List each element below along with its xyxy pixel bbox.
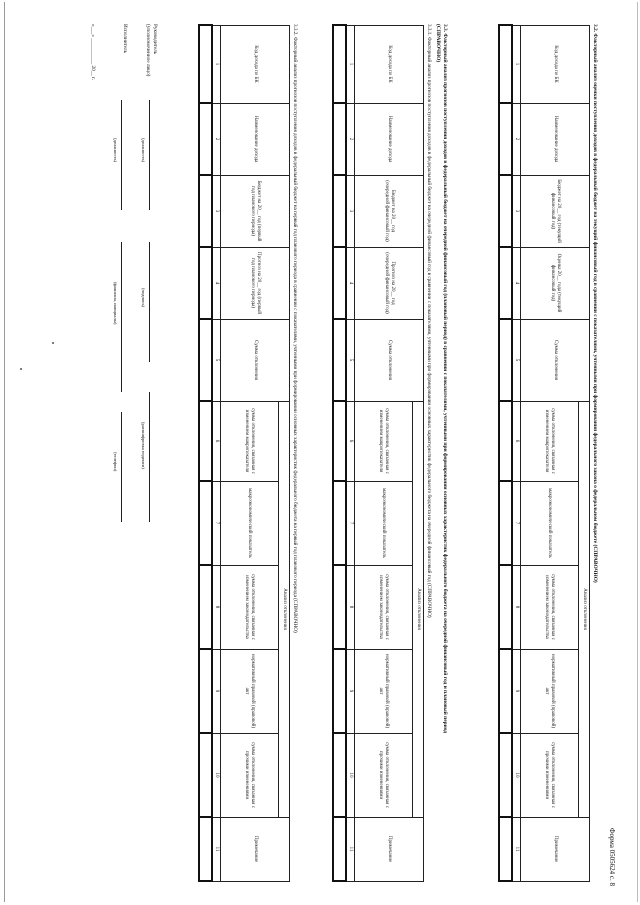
sub-header: сумма отклонения, связанная с изменением макропоказателя xyxy=(221,401,279,481)
col-number: 3 xyxy=(512,175,521,247)
col-number: 6 xyxy=(346,401,355,481)
col-header: Наименование дохода xyxy=(355,103,424,175)
sub-header: нормативный правовой (правовой) акт xyxy=(355,649,413,733)
sub-header: сумма отклонения, связанная с прочими изменениями xyxy=(521,733,579,817)
section-3-3-1-title: 3.3.1. Факторный анализ прогнозов поступления доходов в федеральный бюджет на очередной финансовый год в сравнении с показателями, учтенными при формировании основных характеристик федерального бюджета на очередной финансовый год (СПРАВОЧНО) xyxy=(426,24,432,618)
sub-header: сумма отклонения, связанная с изменением законодательства xyxy=(521,565,579,649)
col-number: 10 xyxy=(346,733,355,817)
sub-header: нормативный правовой (правовой) акт xyxy=(521,649,579,733)
col-number: 1 xyxy=(512,25,521,103)
col-number: 7 xyxy=(512,481,521,565)
col-number: 8 xyxy=(512,565,521,649)
col-number: 5 xyxy=(212,319,221,401)
col-number: 5 xyxy=(512,319,521,401)
col-number: 7 xyxy=(346,481,355,565)
col-header: Прогноз на 20__ год (первый год планового периода) xyxy=(221,247,290,319)
col-number: 9 xyxy=(512,649,521,733)
sub-header: сумма отклонения, связанная с изменением макропоказателя xyxy=(355,401,413,481)
sub-header: сумма отклонения, связанная с изменением законодательства xyxy=(355,565,413,649)
signature-line xyxy=(149,242,150,362)
col-header: Наименование дохода xyxy=(221,103,290,175)
group-header: Анализ отклонения xyxy=(413,401,424,817)
col-number: 1 xyxy=(346,25,355,103)
col-number: 10 xyxy=(512,733,521,817)
col-number: 3 xyxy=(346,175,355,247)
col-number: 6 xyxy=(212,401,221,481)
col-number: 6 xyxy=(512,401,521,481)
executor-position-line xyxy=(121,100,122,210)
col-header: Бюджет на 20__ год (очередной финансовый год) xyxy=(355,175,424,247)
col-header: Сумма отклонения xyxy=(221,319,290,401)
executor-position-caption: (должность) xyxy=(113,138,118,163)
section-3-3-title-cont: (СПРАВОЧНО) xyxy=(435,24,441,63)
head-label-sub: (уполномоченное лицо) xyxy=(145,24,151,77)
col-number: 11 xyxy=(212,817,221,881)
col-header: Примечание xyxy=(355,817,424,881)
col-number: 2 xyxy=(212,103,221,175)
col-number: 4 xyxy=(512,247,521,319)
col-number: 7 xyxy=(212,481,221,565)
col-header: Бюджет на 20__ год (текущий финансовый год) xyxy=(521,175,590,247)
sub-header: нормативный правовой (правовой) акт xyxy=(221,649,279,733)
phone-line xyxy=(121,412,122,522)
decoding-line xyxy=(149,392,150,522)
col-header: Прогноз на 20__ год (очередной финансовый год) xyxy=(355,247,424,319)
col-header: Оценка 20__ года (текущий финансовый год) xyxy=(521,247,590,319)
signature-caption: (подпись) xyxy=(141,288,146,308)
col-number: 8 xyxy=(212,565,221,649)
table-3-3-2 xyxy=(198,24,290,882)
table-3-3-1 xyxy=(332,24,424,882)
col-number: 11 xyxy=(346,817,355,881)
col-number: 8 xyxy=(346,565,355,649)
phone-caption: (телефон) xyxy=(113,452,118,472)
col-number: 3 xyxy=(212,175,221,247)
col-header: Код дохода по БК xyxy=(521,25,590,103)
fullname-line xyxy=(121,242,122,392)
col-header: Сумма отклонения xyxy=(355,319,424,401)
sub-header: макроэкономический показатель xyxy=(355,481,413,565)
col-number: 1 xyxy=(212,25,221,103)
position-line xyxy=(149,100,150,210)
sub-header: сумма отклонения, связанная с прочими изменениями xyxy=(355,733,413,817)
section-3-3-title: 3.3. Факторный анализ прогнозов поступления доходов в федеральный бюджет на очередной финансовый год (плановый период) в сравнении с показателями, учтенными при формировании основных характеристик федерального бюджета на очередной финансовый год и плановый период xyxy=(442,24,448,733)
executor-label: Исполнитель xyxy=(122,24,128,54)
scan-speck xyxy=(52,342,54,344)
col-number: 9 xyxy=(346,649,355,733)
sub-header: сумма отклонения, связанная с изменением законодательства xyxy=(221,565,279,649)
table-row xyxy=(333,25,346,881)
table-row xyxy=(499,25,512,881)
section-3-2-title: 3.2. Факторный анализ оценки поступления доходов в федеральный бюджет на текущий финансовый год в сравнении с показателями, учтенными при формировании федерального закона о федеральном бюджете (СПРАВОЧНО) xyxy=(592,24,598,583)
rotated-page xyxy=(20,12,620,892)
col-header: Примечание xyxy=(521,817,590,881)
group-header: Анализ отклонения xyxy=(279,401,290,817)
group-header: Анализ отклонения xyxy=(579,401,590,817)
date-line: «___» __________ 20__ г. xyxy=(90,24,96,81)
col-header: Примечание xyxy=(221,817,290,881)
section-3-3-2-title: 3.3.2. Факторный анализ прогнозов поступления доходов в федеральный бюджет на первый год планового периода в сравнении с показателями, учтенными при формировании основных характеристик федерального бюджета на первый год планового периода (СПРАВОЧНО) xyxy=(292,24,298,633)
col-number: 5 xyxy=(346,319,355,401)
col-number: 2 xyxy=(346,103,355,175)
table-3-2 xyxy=(498,24,590,882)
position-caption: (должность) xyxy=(141,138,146,163)
sub-header: макроэкономический показатель xyxy=(221,481,279,565)
decoding-caption: (расшифровка подписи) xyxy=(141,422,146,469)
col-number: 4 xyxy=(346,247,355,319)
sub-header: сумма отклонения, связанная с изменением макропоказателя xyxy=(521,401,579,481)
col-header: Бюджет на 20__ год (первый год планового периода) xyxy=(221,175,290,247)
form-number: Форма 0505624 с. 8 xyxy=(608,827,616,886)
table-row xyxy=(199,25,212,881)
col-number: 9 xyxy=(212,649,221,733)
col-header: Код дохода по БК xyxy=(221,25,290,103)
col-number: 2 xyxy=(512,103,521,175)
sub-header: макроэкономический показатель xyxy=(521,481,579,565)
col-header: Наименование дохода xyxy=(521,103,590,175)
scan-speck xyxy=(20,368,22,370)
col-header: Сумма отклонения xyxy=(521,319,590,401)
col-number: 4 xyxy=(212,247,221,319)
fullname-caption: (фамилия, инициалы) xyxy=(113,282,118,325)
col-header: Код дохода по БК xyxy=(355,25,424,103)
sub-header: сумма отклонения, связанная с прочими изменениями xyxy=(221,733,279,817)
head-label: Руководитель xyxy=(152,24,158,55)
col-number: 10 xyxy=(212,733,221,817)
col-number: 11 xyxy=(512,817,521,881)
